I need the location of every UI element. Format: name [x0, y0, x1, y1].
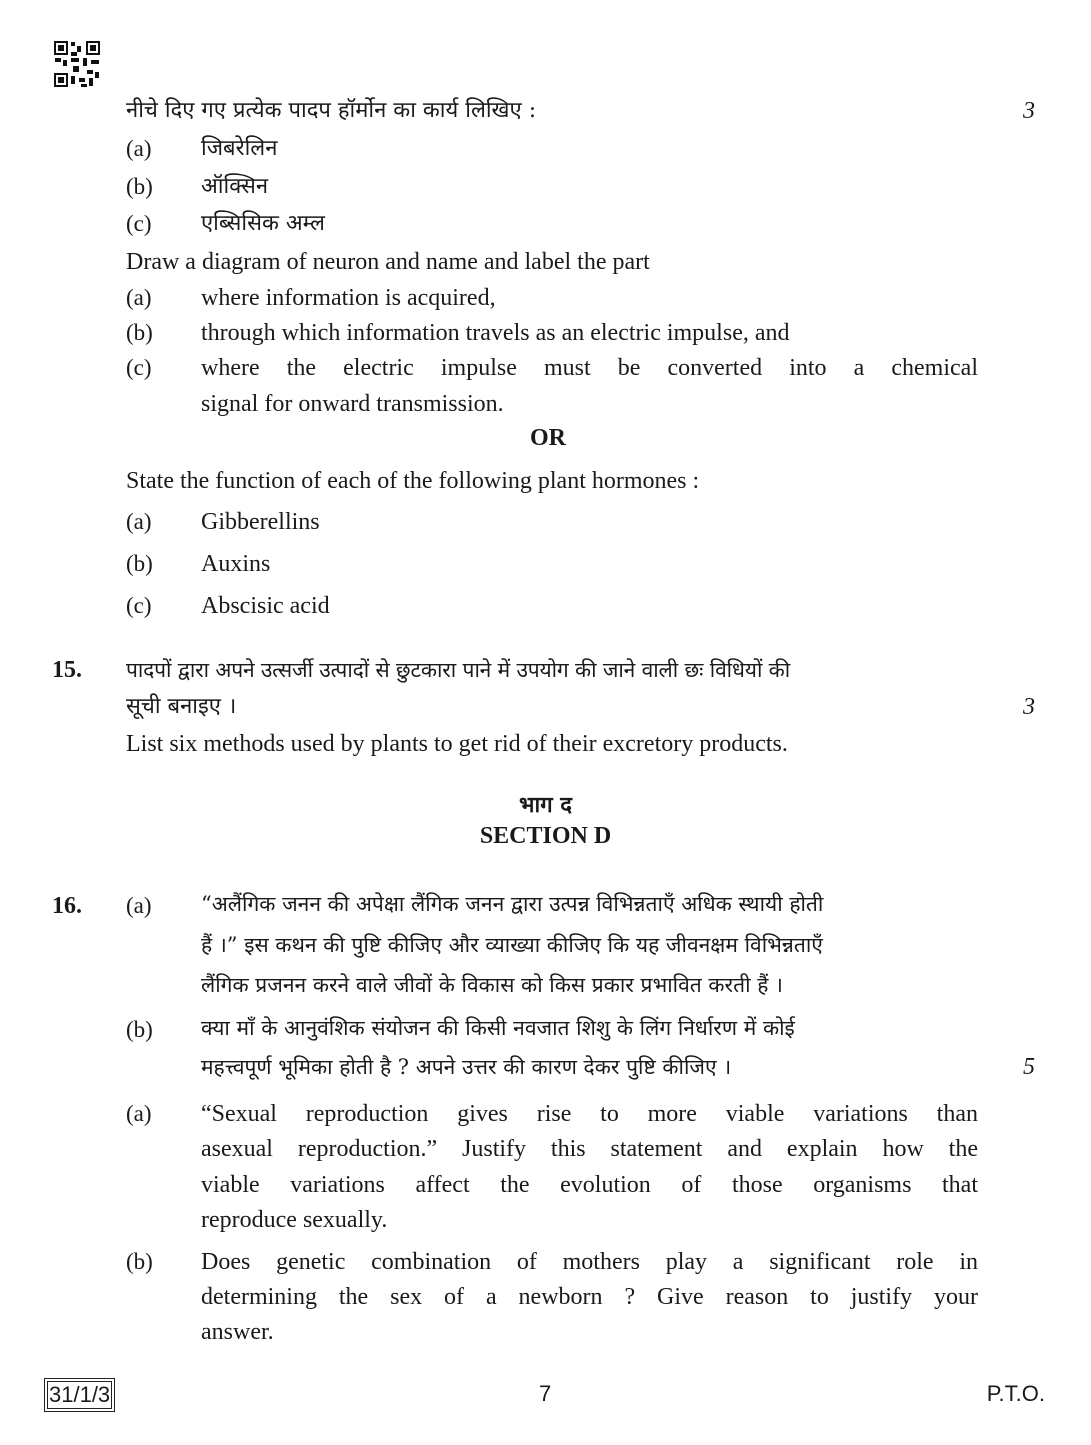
q14-english-item-a: where information is acquired, — [201, 285, 496, 311]
q14-english-item-c-line2: signal for onward transmission. — [201, 391, 504, 417]
q16-hindi-b-line2: महत्त्वपूर्ण भूमिका होती है ? अपने उत्तर की कारण देकर पुष्टि कीजिए । — [201, 1055, 732, 1079]
q14-english-item-c-line1: where the electric impulse must be converted into a chemical — [201, 355, 978, 381]
q14-english-item-b-label: (b) — [126, 320, 153, 345]
q14-alt-item-b-label: (b) — [126, 551, 153, 576]
q14-alt-item-a-label: (a) — [126, 509, 152, 534]
q16-english-b-line2: determining the sex of a newborn ? Give reason to justify your — [201, 1284, 978, 1310]
q15-hindi-line1: पादपों द्वारा अपने उत्सर्जी उत्पादों से छुटकारा पाने में उपयोग की जाने वाली छः विधियों की — [126, 658, 791, 682]
q16-english-a-label: (a) — [126, 1101, 152, 1126]
q16-hindi-b-label: (b) — [126, 1017, 153, 1042]
q14-english-item-a-label: (a) — [126, 285, 152, 310]
q14-marks: 3 — [1023, 98, 1035, 124]
q14-hindi-item-a-label: (a) — [126, 136, 152, 161]
or-divider: OR — [530, 425, 566, 451]
q15-number: 15. — [52, 657, 82, 683]
q14-hindi-item-b-label: (b) — [126, 174, 153, 199]
q16-hindi-a-line2: हैं ।” इस कथन की पुष्टि कीजिए और व्याख्या कीजिए कि यह जीवनक्षम विभिन्नताएँ — [201, 933, 823, 957]
q16-english-a-line4: reproduce sexually. — [201, 1207, 388, 1233]
q15-english: List six methods used by plants to get rid of their excretory products. — [126, 731, 788, 757]
q14-hindi-item-c: एब्सिसिक अम्ल — [201, 211, 325, 236]
q16-number: 16. — [52, 893, 82, 919]
q15-hindi-line2: सूची बनाइए । — [126, 694, 237, 719]
q16-hindi-a-label: (a) — [126, 893, 152, 918]
q16-english-a-line3: viable variations affect the evolution of those organisms that — [201, 1172, 978, 1198]
q16-english-b-line3: answer. — [201, 1319, 274, 1345]
q14-hindi-item-c-label: (c) — [126, 211, 152, 236]
qr-code-icon — [53, 40, 101, 88]
q15-marks: 3 — [1023, 694, 1035, 720]
q14-hindi-intro: नीचे दिए गए प्रत्येक पादप हॉर्मोन का कार्य लिखिए : — [126, 98, 537, 123]
q14-alt-item-c: Abscisic acid — [201, 593, 330, 619]
q14-alt-item-c-label: (c) — [126, 593, 152, 618]
q16-english-a-line1: “Sexual reproduction gives rise to more viable variations than — [201, 1101, 978, 1127]
paper-code-box: 31/1/3 — [44, 1378, 115, 1412]
q16-hindi-a-line3: लैंगिक प्रजनन करने वाले जीवों के विकास को किस प्रकार प्रभावित करती हैं । — [201, 973, 784, 997]
q16-marks: 5 — [1023, 1054, 1035, 1080]
q14-alt-item-a: Gibberellins — [201, 509, 320, 535]
q16-hindi-a-line1: “अलैंगिक जनन की अपेक्षा लैंगिक जनन द्वारा उत्पन्न विभिन्नताएँ अधिक स्थायी होती — [201, 892, 824, 916]
q14-english-item-b: through which information travels as an electric impulse, and — [201, 320, 790, 346]
q14-english-intro: Draw a diagram of neuron and name and label the part — [126, 249, 650, 275]
q14-alt-item-b: Auxins — [201, 551, 271, 577]
section-heading-hindi: भाग द — [519, 792, 572, 818]
q16-english-b-line1: Does genetic combination of mothers play a significant role in — [201, 1249, 978, 1275]
q16-english-b-label: (b) — [126, 1249, 153, 1274]
pto-label: P.T.O. — [986, 1381, 1045, 1406]
q14-alt-intro: State the function of each of the following plant hormones : — [126, 468, 700, 494]
q14-hindi-item-b: ऑक्सिन — [201, 174, 269, 199]
q14-english-item-c-label: (c) — [126, 355, 152, 380]
page-number: 7 — [539, 1381, 552, 1406]
q16-english-a-line2: asexual reproduction.” Justify this statement and explain how the — [201, 1136, 978, 1162]
q16-hindi-b-line1: क्या माँ के आनुवंशिक संयोजन की किसी नवजात शिशु के लिंग निर्धारण में कोई — [201, 1016, 795, 1040]
section-heading-english: SECTION D — [479, 823, 612, 849]
q14-hindi-item-a: जिबरेलिन — [201, 136, 278, 161]
